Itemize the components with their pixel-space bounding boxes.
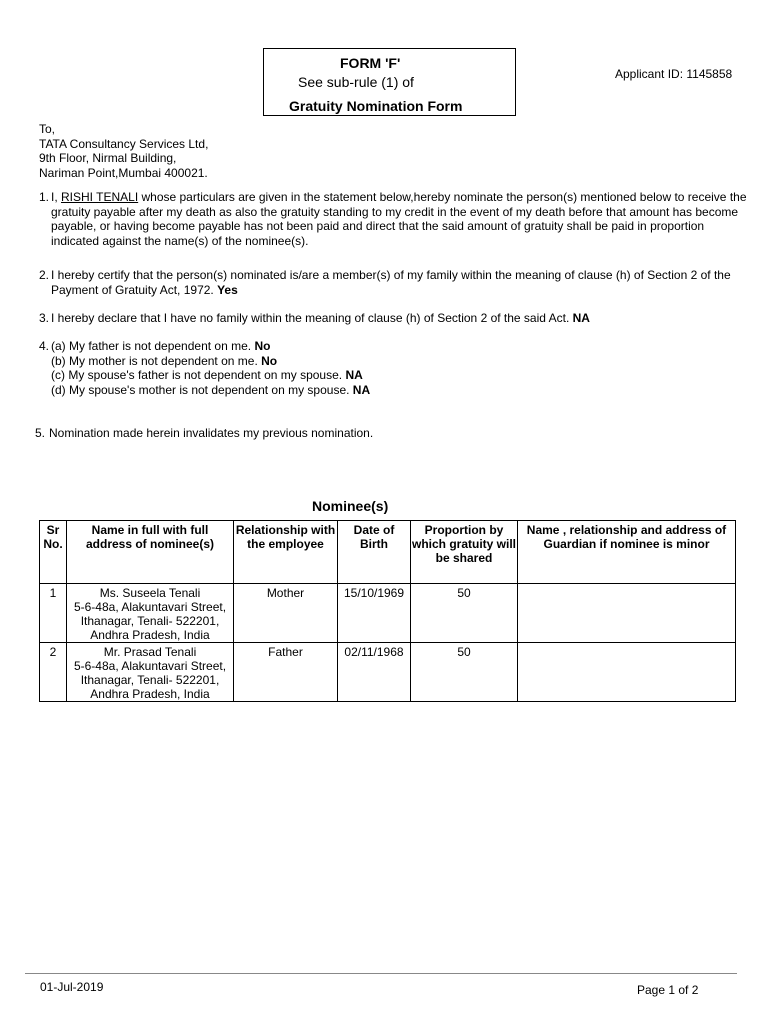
- para-text: whose particulars are given in the statement below,hereby nominate the person(s) mentioned below to receive the gratuity payable after my death as also the gratuity standing to my credit in the event of my death before that amount has become payable, or having become payable has not been paid and direct that the said amount of gratuity shall be paid in proportion indicated against the name(s) of the nominee(s).: [51, 190, 747, 248]
- form-title-box: [263, 48, 516, 116]
- address-line: 9th Floor, Nirmal Building,: [39, 151, 177, 165]
- cell-sr: 2: [40, 643, 67, 702]
- table-row: [40, 643, 736, 702]
- col-header-sr: Sr No.: [40, 521, 67, 584]
- dependency-answer: NA: [345, 368, 363, 382]
- para-text: Nomination made herein invalidates my previous nomination.: [49, 426, 374, 440]
- dependency-answer: No: [261, 353, 278, 368]
- table-row: [40, 584, 736, 643]
- table-header-row: [40, 521, 736, 584]
- invalidation-paragraph: [35, 426, 745, 441]
- col-header-dob: Date of Birth: [338, 521, 411, 584]
- employee-name: RISHI TENALI: [61, 190, 139, 204]
- cell-name: Ms. Suseela Tenali 5-6-48a, Alakuntavari Street, Ithanagar, Tenali- 522201, Andhra Pradesh, India: [67, 584, 234, 643]
- cell-proportion: 50: [411, 584, 518, 643]
- dependency-paragraph: [39, 339, 749, 397]
- col-header-name: Name in full with full address of nominee(s): [67, 521, 234, 584]
- para-answer: Yes: [217, 282, 238, 297]
- dependency-item: (a) My father is not dependent on me. No: [51, 339, 271, 353]
- para-text: I hereby declare that I have no family within the meaning of clause (h) of Section 2 of the said Act.: [51, 311, 573, 325]
- para-answer: NA: [572, 311, 590, 325]
- cell-proportion: 50: [411, 643, 518, 702]
- certify-paragraph: [39, 268, 749, 297]
- cell-dob: 15/10/1969: [338, 584, 411, 643]
- recipient-address: [39, 122, 208, 180]
- applicant-id: Applicant ID: 1145858: [615, 67, 733, 81]
- footer-date: 01-Jul-2019: [40, 980, 104, 994]
- form-name: Gratuity Nomination Form: [289, 98, 463, 114]
- cell-relationship: Father: [234, 643, 338, 702]
- dependency-answer: No: [254, 339, 271, 353]
- footer-divider: [25, 973, 737, 974]
- sub-rule-text: See sub-rule (1) of: [298, 74, 414, 90]
- para-number: 1.: [39, 190, 50, 204]
- address-line: To,: [39, 122, 56, 136]
- para-number: 5.: [35, 426, 46, 440]
- para-prefix: I,: [51, 190, 62, 204]
- col-header-proportion: Proportion by which gratuity will be shared: [411, 521, 518, 584]
- para-number: 4.: [39, 339, 50, 353]
- cell-guardian: [518, 643, 736, 702]
- cell-sr: 1: [40, 584, 67, 643]
- cell-guardian: [518, 584, 736, 643]
- nominee-table: [39, 520, 736, 702]
- cell-relationship: Mother: [234, 584, 338, 643]
- dependency-item: (d) My spouse's mother is not dependent on my spouse. NA: [51, 382, 371, 397]
- nominee-heading: Nominee(s): [312, 498, 389, 514]
- para-text: I hereby certify that the person(s) nominated is/are a member(s) of my family within the meaning of clause (h) of Section 2 of the Payment of Gratuity Act, 1972.: [51, 268, 731, 297]
- address-line: TATA Consultancy Services Ltd,: [39, 136, 209, 151]
- dependency-answer: NA: [352, 382, 371, 397]
- para-number: 3.: [39, 311, 50, 325]
- col-header-guardian: Name , relationship and address of Guardian if nominee is minor: [518, 521, 736, 584]
- nomination-paragraph: [39, 190, 749, 248]
- dependency-item: (c) My spouse's father is not dependent on my spouse. NA: [51, 368, 363, 382]
- para-number: 2.: [39, 268, 50, 282]
- page-number: Page 1 of 2: [637, 983, 699, 997]
- cell-dob: 02/11/1968: [338, 643, 411, 702]
- cell-name: Mr. Prasad Tenali 5-6-48a, Alakuntavari Street, Ithanagar, Tenali- 522201, Andhra Pradesh, India: [67, 643, 234, 702]
- dependency-item: (b) My mother is not dependent on me. No: [51, 353, 278, 368]
- declare-paragraph: [39, 311, 749, 326]
- col-header-relationship: Relationship with the employee: [234, 521, 338, 584]
- form-title: FORM 'F': [340, 55, 401, 71]
- address-line: Nariman Point,Mumbai 400021.: [39, 165, 208, 180]
